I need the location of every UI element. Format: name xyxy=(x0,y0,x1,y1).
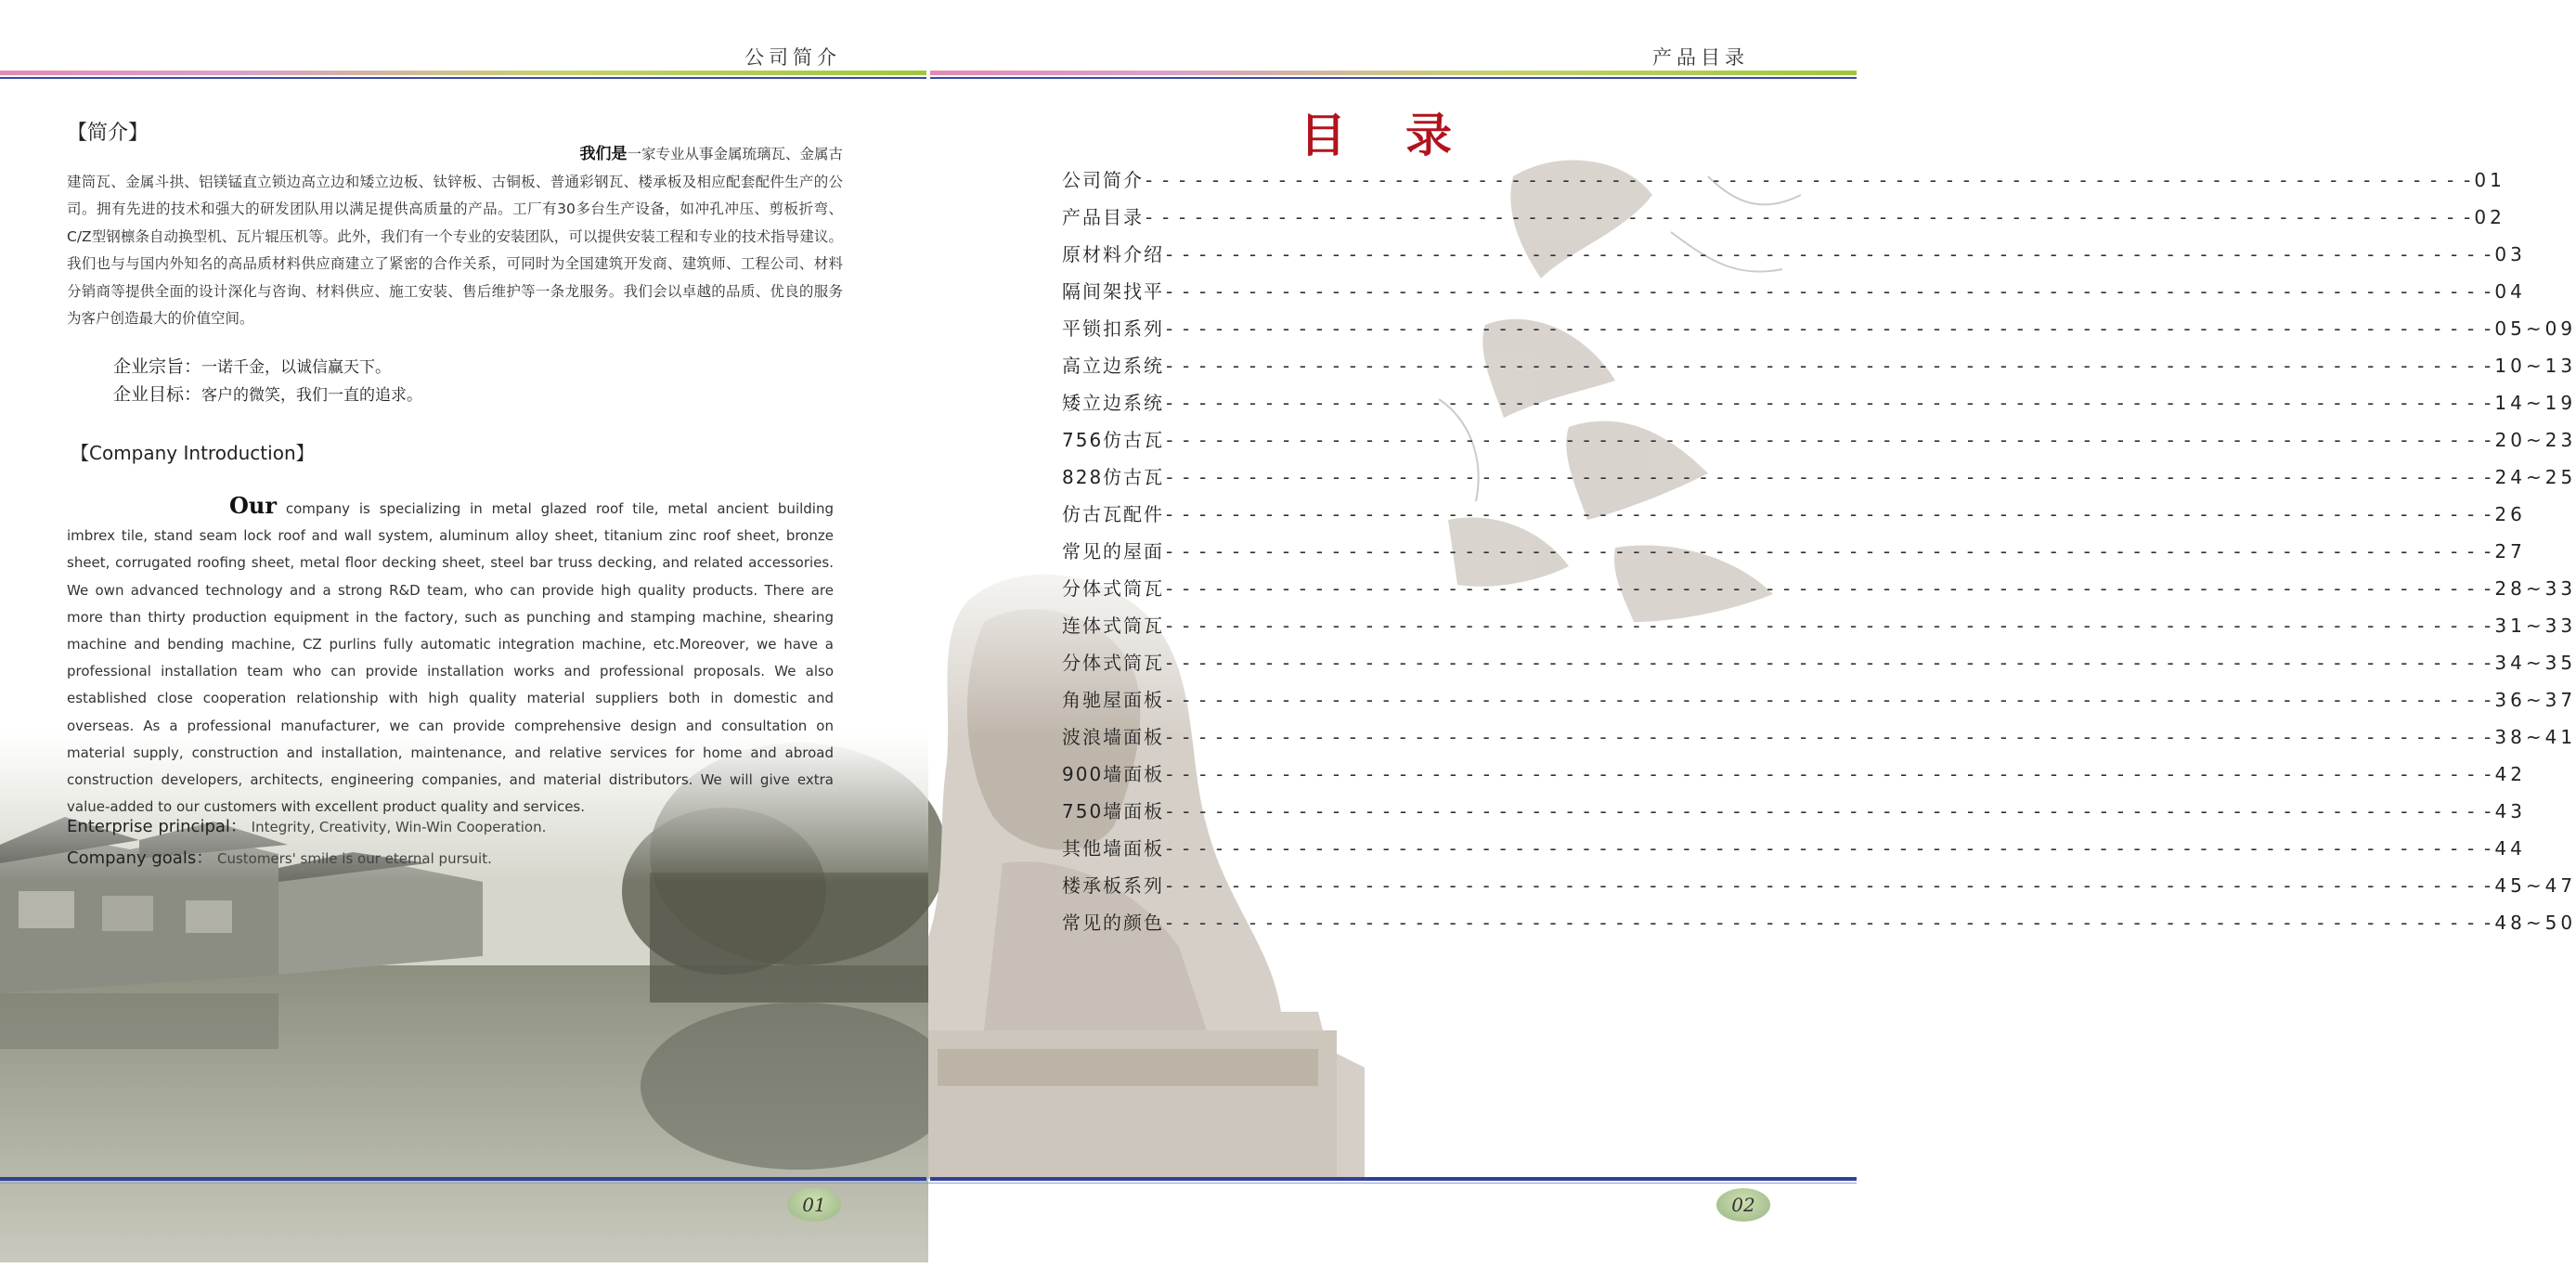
left-page xyxy=(0,84,928,1175)
toc-entry[interactable] xyxy=(1062,648,2576,685)
toc-entry-label: 原材料介绍 xyxy=(1062,243,1164,265)
right-header-title: 产品目录 xyxy=(1652,46,1749,69)
en-goals-value: Customers' smile is our eternal pursuit. xyxy=(213,850,492,867)
en-principal-label: Enterprise principal： xyxy=(67,817,247,836)
toc-leader-dashes: - - - - - - - - - - - - - - - - - - - - - - - - - - - - - - - - - - - - - - - - - - - - - - - - - - - - - - - - - - - - - - - - - - - - - - - - - - - - - - - - xyxy=(1166,503,2493,525)
toc-leader-dashes: - - - - - - - - - - - - - - - - - - - - - - - - - - - - - - - - - - - - - - - - - - - - - - - - - - - - - - - - - - - - - - - - - - - - - - - - - - - - - - - - xyxy=(1166,689,2493,711)
toc-entry-page: 20~23 xyxy=(2494,429,2576,451)
toc-leader-dashes: - - - - - - - - - - - - - - - - - - - - - - - - - - - - - - - - - - - - - - - - - - - - - - - - - - - - - - - - - - - - - - - - - - - - - - - - - - - - - - - - xyxy=(1166,652,2493,674)
toc-entry-label: 常见的颜色 xyxy=(1062,912,1164,934)
toc-entry-label: 828仿古瓦 xyxy=(1062,466,1165,488)
toc-entry[interactable] xyxy=(1062,388,2576,425)
toc-entry-label: 仿古瓦配件 xyxy=(1062,503,1164,525)
toc-entry[interactable] xyxy=(1062,165,2505,202)
toc-entry[interactable] xyxy=(1062,722,2576,759)
toc-leader-dashes: - - - - - - - - - - - - - - - - - - - - - - - - - - - - - - - - - - - - - - - - - - - - - - - - - - - - - - - - - - - - - - - - - - - - - - - - - - - - - - - - xyxy=(1166,800,2493,822)
toc-leader-dashes: - - - - - - - - - - - - - - - - - - - - - - - - - - - - - - - - - - - - - - - - - - - - - - - - - - - - - - - - - - - - - - - - - - - - - - - - - - - - - - - - xyxy=(1146,169,2473,191)
toc-entry[interactable] xyxy=(1062,908,2576,945)
toc-entry[interactable] xyxy=(1062,499,2526,537)
toc-entry-label: 公司简介 xyxy=(1062,169,1144,191)
toc-leader-dashes: - - - - - - - - - - - - - - - - - - - - - - - - - - - - - - - - - - - - - - - - - - - - - - - - - - - - - - - - - - - - - - - - - - - - - - - - - - - - - - - - xyxy=(1166,280,2493,303)
toc-entry-page: 27 xyxy=(2494,540,2526,563)
toc-leader-dashes: - - - - - - - - - - - - - - - - - - - - - - - - - - - - - - - - - - - - - - - - - - - - - - - - - - - - - - - - - - - - - - - - - - - - - - - - - - - - - - - - xyxy=(1166,874,2493,897)
toc-entry-page: 26 xyxy=(2494,503,2526,525)
toc-entry-page: 02 xyxy=(2474,206,2505,228)
en-goals-label: Company goals： xyxy=(67,848,214,868)
toc-entry-label: 其他墙面板 xyxy=(1062,837,1164,860)
toc-entry-page: 36~37 xyxy=(2494,689,2576,711)
toc-leader-dashes: - - - - - - - - - - - - - - - - - - - - - - - - - - - - - - - - - - - - - - - - - - - - - - - - - - - - - - - - - - - - - - - - - - - - - - - - - - - - - - - - xyxy=(1166,429,2493,451)
left-header-rule xyxy=(0,71,926,80)
toc-list xyxy=(1062,165,2576,945)
toc-leader-dashes: - - - - - - - - - - - - - - - - - - - - - - - - - - - - - - - - - - - - - - - - - - - - - - - - - - - - - - - - - - - - - - - - - - - - - - - - - - - - - - - - xyxy=(1146,206,2473,228)
toc-entry-label: 矮立边系统 xyxy=(1062,392,1164,414)
toc-entry[interactable] xyxy=(1062,277,2526,314)
toc-leader-dashes: - - - - - - - - - - - - - - - - - - - - - - - - - - - - - - - - - - - - - - - - - - - - - - - - - - - - - - - - - - - - - - - - - - - - - - - - - - - - - - - - xyxy=(1166,837,2493,860)
toc-entry-label: 750墙面板 xyxy=(1062,800,1165,822)
en-intro-lead: Our xyxy=(229,492,277,519)
toc-entry-page: 24~25 xyxy=(2494,466,2576,488)
toc-entry-label: 常见的屋面 xyxy=(1062,540,1164,563)
toc-leader-dashes: - - - - - - - - - - - - - - - - - - - - - - - - - - - - - - - - - - - - - - - - - - - - - - - - - - - - - - - - - - - - - - - - - - - - - - - - - - - - - - - - xyxy=(1166,615,2493,637)
toc-entry[interactable] xyxy=(1062,351,2576,388)
toc-entry[interactable] xyxy=(1062,314,2576,351)
toc-entry-page: 43 xyxy=(2494,800,2527,822)
toc-leader-dashes: - - - - - - - - - - - - - - - - - - - - - - - - - - - - - - - - - - - - - - - - - - - - - - - - - - - - - - - - - - - - - - - - - - - - - - - - - - - - - - - - xyxy=(1166,317,2493,340)
toc-entry-label: 900墙面板 xyxy=(1062,763,1165,785)
right-header-rule xyxy=(930,71,1857,80)
toc-entry-label: 平锁扣系列 xyxy=(1062,317,1164,340)
toc-entry-label: 角驰屋面板 xyxy=(1062,689,1164,711)
cn-intro-body: 建筒瓦、金属斗拱、铝镁锰直立锁边高立边和矮立边板、钛锌板、古铜板、普通彩钢瓦、楼承板及相应配套配件生产的公司。拥有先进的技术和强大的研发团队用以满足提供高质量的产品。工厂有30多台生产设备，如冲孔冲压、剪板折弯、C/Z型钢檩条自动换型机、瓦片辊压机等。此外，我们有一个专业的安装团队，可以提供安装工程和专业的技术指导建议。我们也与与国内外知名的高品质材料供应商建立了紧密的合作关系，可同时为全国建筑开发商、建筑师、工程公司、材料分销商等提供全面的设计深化与咨询、材料供应、施工安装、售后维护等一条龙服务。我们会以卓越的品质、优良的服务为客户创造最大的价值空间。 xyxy=(67,173,843,327)
toc-leader-dashes: - - - - - - - - - - - - - - - - - - - - - - - - - - - - - - - - - - - - - - - - - - - - - - - - - - - - - - - - - - - - - - - - - - - - - - - - - - - - - - - - xyxy=(1166,466,2493,488)
toc-entry[interactable] xyxy=(1062,574,2576,611)
cn-goal-value: 客户的微笑，我们一直的追求。 xyxy=(201,386,423,405)
left-footer-rule xyxy=(0,1177,926,1181)
toc-entry-label: 756仿古瓦 xyxy=(1062,429,1165,451)
cn-goal xyxy=(113,381,422,406)
toc-entry-label: 连体式筒瓦 xyxy=(1062,615,1164,637)
toc-entry-page: 28~33 xyxy=(2494,577,2576,600)
toc-entry-label: 分体式筒瓦 xyxy=(1062,577,1164,600)
toc-entry-page: 03 xyxy=(2494,243,2526,265)
toc-entry[interactable] xyxy=(1062,759,2527,796)
en-principal-value: Integrity, Creativity, Win-Win Cooperation. xyxy=(246,819,547,835)
cn-purpose-label: 企业宗旨： xyxy=(113,356,202,377)
en-principal xyxy=(67,813,546,837)
toc-entry-page: 10~13 xyxy=(2494,355,2576,377)
right-page-number: 02 xyxy=(1716,1188,1770,1222)
toc-entry-page: 01 xyxy=(2474,169,2505,191)
cn-purpose xyxy=(113,353,391,378)
toc-entry-page: 31~33 xyxy=(2494,615,2576,637)
toc-leader-dashes: - - - - - - - - - - - - - - - - - - - - - - - - - - - - - - - - - - - - - - - - - - - - - - - - - - - - - - - - - - - - - - - - - - - - - - - - - - - - - - - - xyxy=(1166,763,2493,785)
toc-entry-page: 44 xyxy=(2494,837,2526,860)
toc-leader-dashes: - - - - - - - - - - - - - - - - - - - - - - - - - - - - - - - - - - - - - - - - - - - - - - - - - - - - - - - - - - - - - - - - - - - - - - - - - - - - - - - - xyxy=(1166,577,2493,600)
left-page-number: 01 xyxy=(787,1188,841,1222)
en-section-heading: 【Company Introduction】 xyxy=(71,442,315,464)
toc-entry[interactable] xyxy=(1062,202,2505,239)
toc-leader-dashes: - - - - - - - - - - - - - - - - - - - - - - - - - - - - - - - - - - - - - - - - - - - - - - - - - - - - - - - - - - - - - - - - - - - - - - - - - - - - - - - - xyxy=(1166,540,2493,563)
toc-entry[interactable] xyxy=(1062,462,2576,499)
toc-entry-page: 48~50 xyxy=(2494,912,2576,934)
toc-entry-label: 波浪墙面板 xyxy=(1062,726,1164,748)
toc-leader-dashes: - - - - - - - - - - - - - - - - - - - - - - - - - - - - - - - - - - - - - - - - - - - - - - - - - - - - - - - - - - - - - - - - - - - - - - - - - - - - - - - - xyxy=(1166,392,2493,414)
toc-entry[interactable] xyxy=(1062,685,2576,722)
toc-entry-label: 分体式筒瓦 xyxy=(1062,652,1164,674)
cn-intro-first-line: 一家专业从事金属琉璃瓦、金属古 xyxy=(627,146,843,162)
en-intro-body: company is specializing in metal glazed roof tile, metal ancient building imbrex tile, stand seam lock roof and wall system, aluminum alloy sheet, titanium zinc roof sheet, bronze sheet, corrugated roofing sheet, metal floor decking sheet, steel bar truss decking, and related accessories. We own advanced technology and a strong R&D team, who can provide high quality products. There are more than thirty production equipment in the factory, such as punching and stamping machine, shearing machine and bending machine, CZ purlins fully automatic integration machine, etc.Moreover, we have a professional installation team who can provide installation works and professional proposals. We also established close cooperation relationship with high quality material suppliers both in domestic and overseas. As a professional manufacturer, we can provide comprehensive design and consultation on material supply, construction and installation, maintenance, and relative services for home and abroad construction developers, architects, engineering companies, and material distributors. We will give extra value-added to our customers with excellent product quality and services. xyxy=(67,500,834,816)
cn-purpose-value: 一诺千金，以诚信赢天下。 xyxy=(201,358,392,377)
toc-entry[interactable] xyxy=(1062,425,2576,462)
toc-entry-label: 产品目录 xyxy=(1062,206,1144,228)
toc-entry[interactable] xyxy=(1062,834,2526,871)
toc-leader-dashes: - - - - - - - - - - - - - - - - - - - - - - - - - - - - - - - - - - - - - - - - - - - - - - - - - - - - - - - - - - - - - - - - - - - - - - - - - - - - - - - - xyxy=(1166,243,2493,265)
cn-intro-paragraph xyxy=(67,141,843,333)
toc-entry-page: 45~47 xyxy=(2494,874,2576,897)
toc-entry-label: 楼承板系列 xyxy=(1062,874,1164,897)
toc-entry[interactable] xyxy=(1062,239,2526,277)
toc-leader-dashes: - - - - - - - - - - - - - - - - - - - - - - - - - - - - - - - - - - - - - - - - - - - - - - - - - - - - - - - - - - - - - - - - - - - - - - - - - - - - - - - - xyxy=(1166,912,2493,934)
en-goals xyxy=(67,845,492,869)
cn-section-heading: 【简介】 xyxy=(67,122,149,145)
toc-title: 目录 xyxy=(1300,108,1511,162)
toc-entry-label: 高立边系统 xyxy=(1062,355,1164,377)
toc-entry[interactable] xyxy=(1062,537,2526,574)
en-intro-paragraph xyxy=(67,492,834,821)
toc-entry[interactable] xyxy=(1062,611,2576,648)
cn-goal-label: 企业目标： xyxy=(113,384,202,405)
toc-entry[interactable] xyxy=(1062,871,2576,908)
right-footer-rule xyxy=(930,1177,1857,1181)
toc-leader-dashes: - - - - - - - - - - - - - - - - - - - - - - - - - - - - - - - - - - - - - - - - - - - - - - - - - - - - - - - - - - - - - - - - - - - - - - - - - - - - - - - - xyxy=(1166,355,2493,377)
toc-entry-page: 38~41 xyxy=(2494,726,2576,748)
toc-leader-dashes: - - - - - - - - - - - - - - - - - - - - - - - - - - - - - - - - - - - - - - - - - - - - - - - - - - - - - - - - - - - - - - - - - - - - - - - - - - - - - - - - xyxy=(1166,726,2493,748)
left-header-title: 公司简介 xyxy=(744,46,841,69)
right-page xyxy=(928,84,2576,1175)
toc-entry-page: 05~09 xyxy=(2494,317,2576,340)
cn-intro-lead: 我们是 xyxy=(579,145,628,163)
toc-entry-label: 隔间架找平 xyxy=(1062,280,1164,303)
toc-entry-page: 14~19 xyxy=(2494,392,2576,414)
toc-entry-page: 34~35 xyxy=(2494,652,2576,674)
toc-entry-page: 04 xyxy=(2494,280,2526,303)
footer-thin-rule xyxy=(0,1183,1857,1184)
toc-entry[interactable] xyxy=(1062,796,2527,834)
toc-entry-page: 42 xyxy=(2494,763,2527,785)
